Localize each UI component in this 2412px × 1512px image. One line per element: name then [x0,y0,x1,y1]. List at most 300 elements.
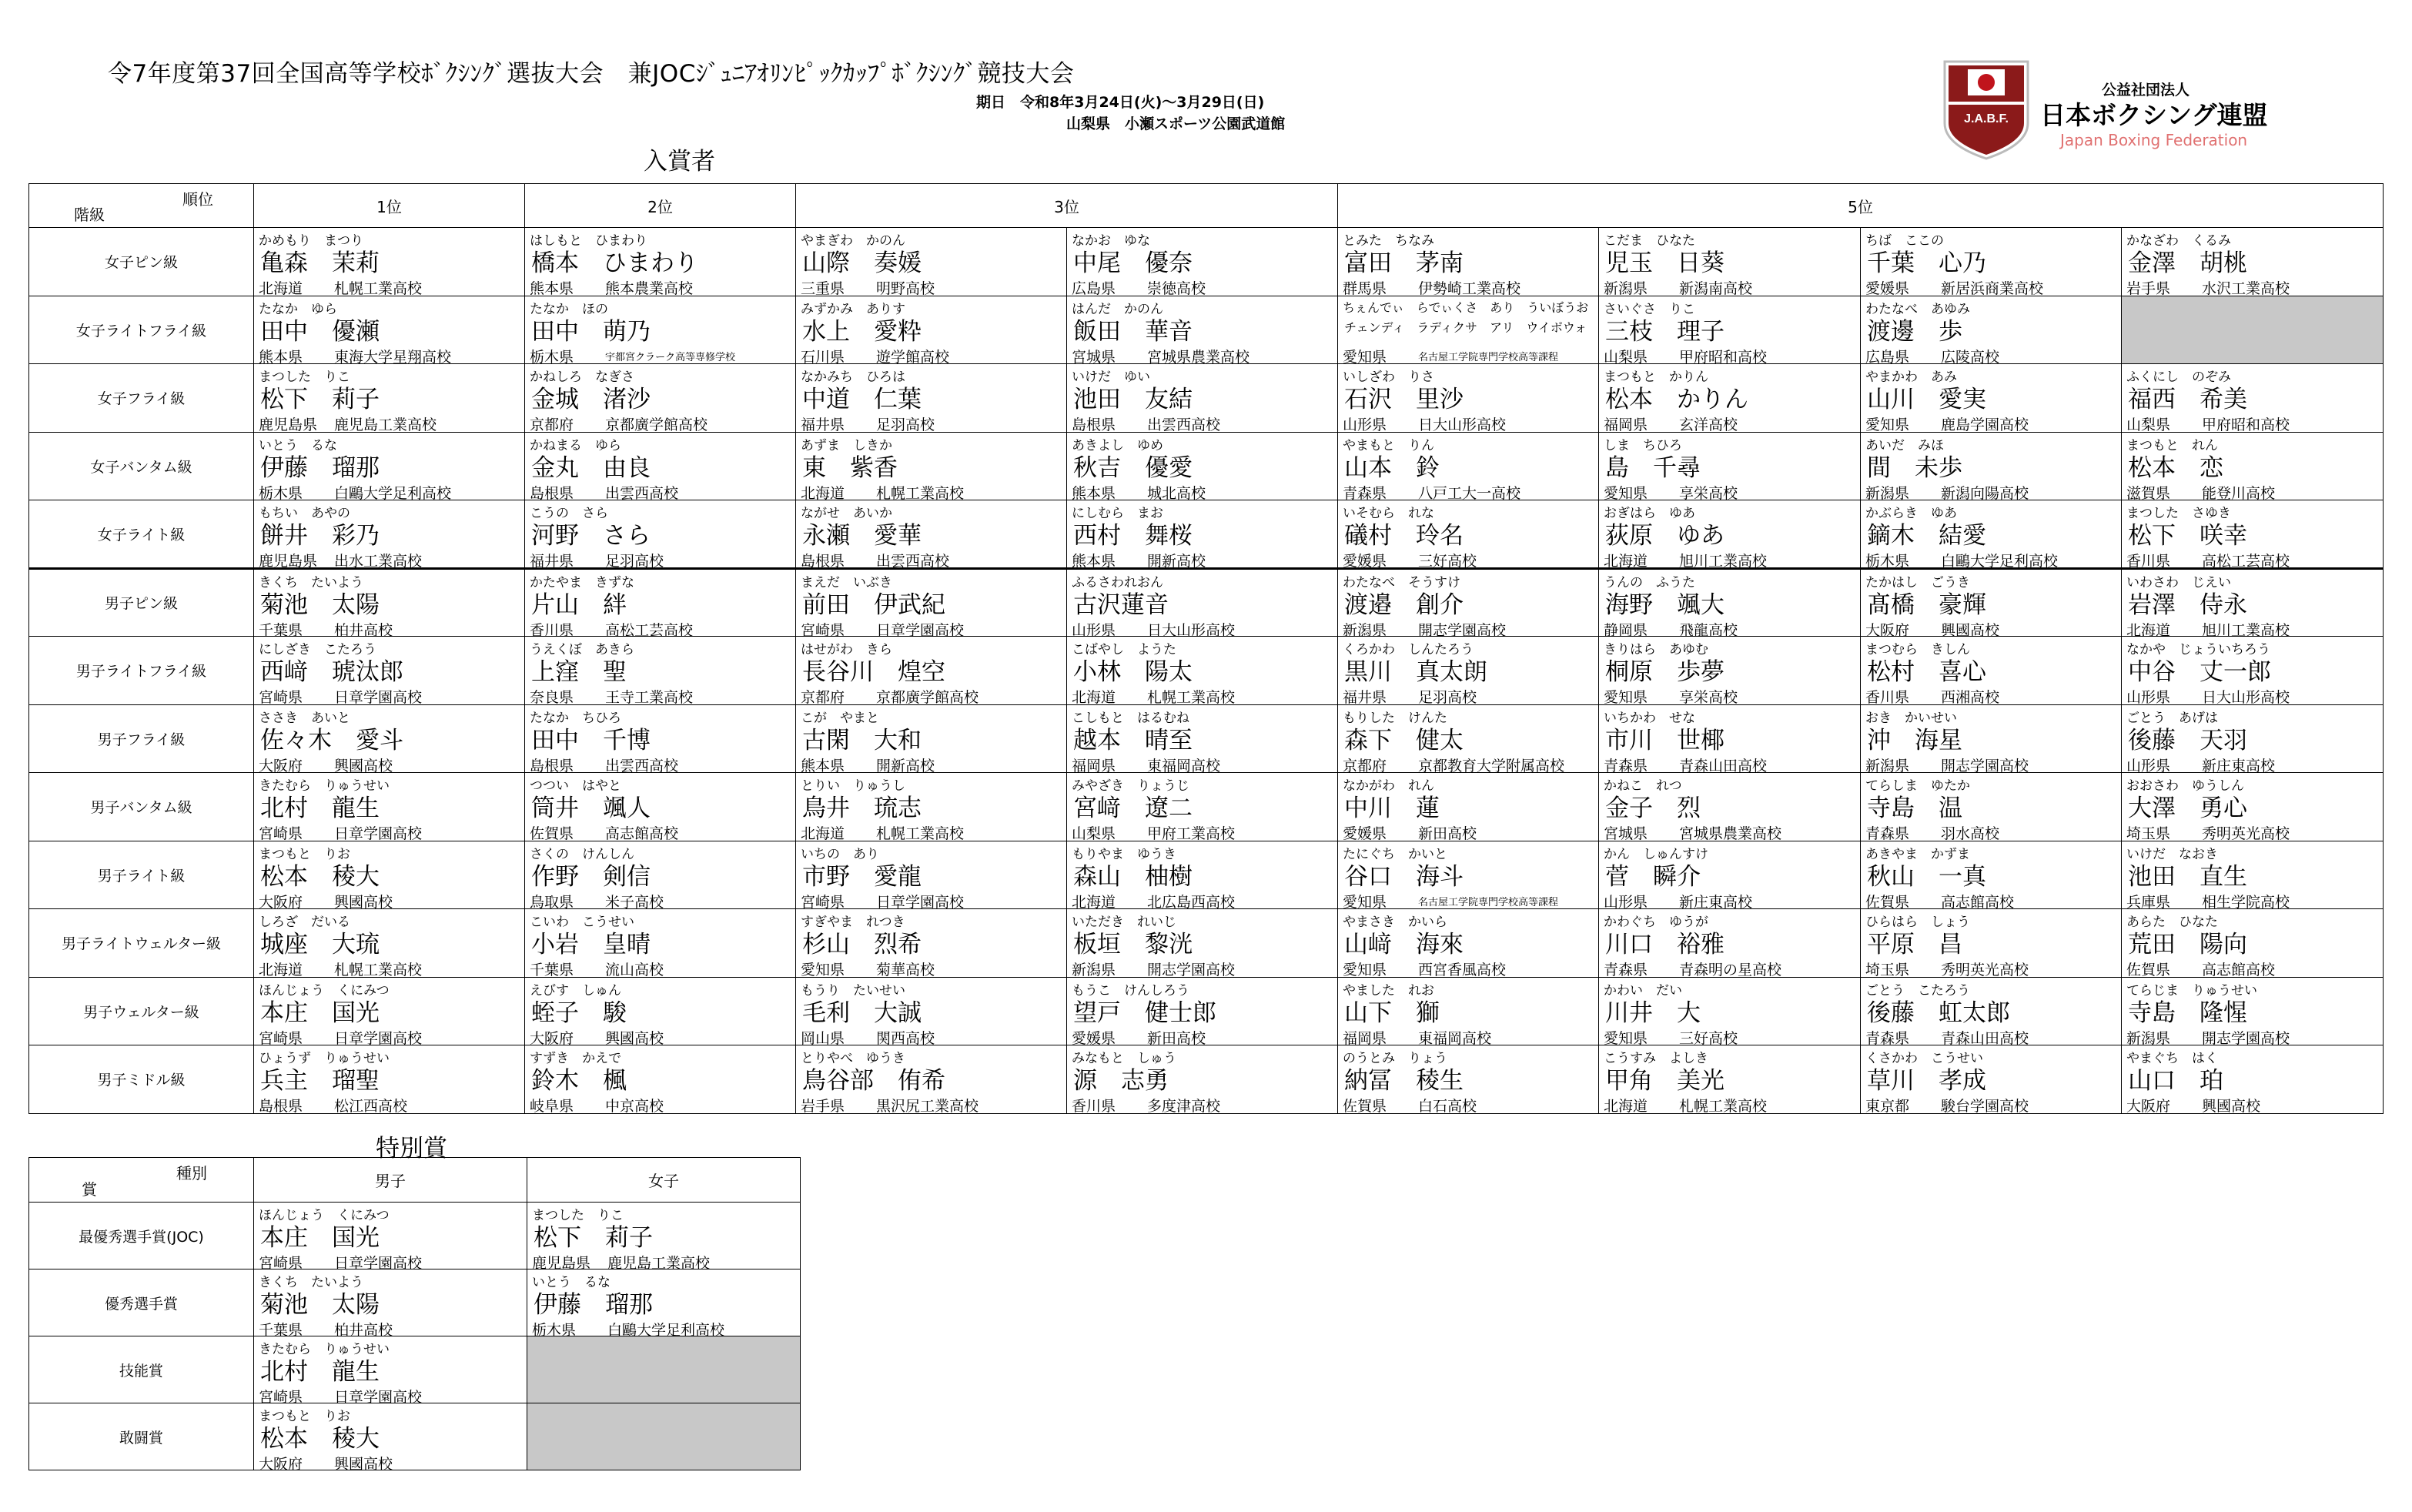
athlete-school: 城北高校 [1147,484,1206,502]
athlete-name-kana: ほんじょう くにみつ [259,1208,390,1223]
athlete-school: 東福岡高校 [1418,1029,1492,1047]
athlete-entry [254,433,524,500]
athlete-school: 足羽高校 [1418,689,1477,706]
athlete-school: 西湘高校 [1941,689,2000,706]
athlete-name: 西村 舞桜 [1073,522,1193,550]
athlete-school: 興國高校 [334,757,393,774]
athlete-name-kana: わたなべ そうすけ [1343,574,1461,590]
athlete-prefecture: 愛媛県 [1343,553,1387,570]
athlete-school: 高松工芸高校 [605,621,694,639]
athlete-name: 毛利 大誠 [802,999,922,1027]
rank-cell [1067,364,1338,433]
athlete-prefecture: 福井県 [1343,689,1387,706]
athlete-name: チェンディ ラディクサ アリ ウイボウォ [1344,319,1587,335]
athlete-school: 新庄東高校 [2202,757,2276,774]
rank-cell [1067,704,1338,773]
division-label: 女子ライト級 [97,526,186,544]
rank-cell [1861,432,2122,500]
rank-cell [1861,637,2122,705]
rank-cell [1338,637,1599,705]
athlete-prefecture: 北海道 [801,484,845,502]
athlete-name: 秋吉 優愛 [1073,453,1193,482]
athlete-name: 金丸 由良 [531,453,651,482]
athlete-prefecture: 北海道 [2126,621,2171,639]
athlete-school: 興國高校 [605,1029,664,1047]
athlete-name-kana: さくの けんしん [530,846,634,862]
athlete-name: 間 未歩 [1867,453,1963,482]
athlete-name: 越本 晴至 [1073,726,1193,754]
rank-cell [1599,773,1861,841]
athlete-school: 開志学園高校 [1941,757,2029,774]
athlete-name-kana: すずき かえで [530,1051,622,1066]
athlete-prefecture: 大阪府 [259,1456,303,1473]
athlete-prefecture: 佐賀県 [530,825,574,842]
athlete-name: 松本 かりん [1605,386,1749,413]
athlete-school: 青森山田高校 [1941,1029,2029,1047]
athlete-entry [525,228,795,296]
athlete-prefecture: 福井県 [530,553,574,570]
athlete-name-kana: ごとう こたろう [1865,982,1971,999]
athlete-prefecture: 大阪府 [530,1029,574,1047]
rank-cell [254,909,525,978]
athlete-entry [1067,637,1337,704]
athlete-entry [1599,364,1860,432]
athlete-name-kana: やました れお [1343,982,1435,999]
athlete-prefecture: 島根県 [530,484,574,502]
athlete-school: 足羽高校 [876,416,935,433]
athlete-entry [254,637,524,704]
athlete-name: 菅 瞬介 [1605,862,1701,891]
rank-cell [254,228,525,296]
athlete-entry [254,978,524,1045]
athlete-school: 日大山形高校 [1418,416,1507,433]
athlete-name-kana: こいわ こうせい [530,915,634,930]
athlete-name-kana: まつもと れん [2126,437,2219,453]
athlete-school: 鹿島学園高校 [1941,416,2029,433]
athlete-entry [525,570,795,637]
athlete-prefecture: 愛知県 [1343,348,1387,366]
athlete-name: 沖 海星 [1867,726,1963,754]
athlete-entry [525,364,795,432]
rank-cell [1338,841,1599,909]
athlete-name-kana: たなか ちひろ [530,710,621,726]
athlete-name: 兵主 瑠聖 [260,1067,380,1095]
athlete-school: 高志館高校 [2202,962,2276,978]
rank-cell [796,841,1067,909]
athlete-entry [1861,773,2121,841]
athlete-name: 河野 さら [531,522,651,550]
athlete-name: 海野 颯大 [1605,590,1725,619]
winners-table [28,183,2384,1114]
athlete-school: 青森明の星高校 [1679,962,1782,978]
rank-cell [254,637,525,705]
athlete-school: 中京高校 [605,1098,664,1115]
athlete-prefecture: 埼玉県 [2126,825,2171,842]
athlete-entry [1067,433,1337,500]
athlete-school: 札幌工業高校 [334,280,423,297]
athlete-prefecture: 静岡県 [1604,621,1648,639]
athlete-name-kana: のうとみ りょう [1343,1051,1448,1066]
athlete-name: 亀森 茉莉 [260,249,380,277]
athlete-name: 山際 奏媛 [802,249,922,277]
athlete-prefecture: 佐賀県 [2126,962,2171,978]
athlete-name-kana: かわぐち ゆうが [1604,915,1709,930]
athlete-entry [1861,500,2121,570]
athlete-school: 宮城県農業高校 [1147,348,1250,366]
athlete-prefecture: 山梨県 [1072,825,1116,842]
athlete-prefecture: 新潟県 [1604,280,1648,297]
athlete-prefecture: 北海道 [1072,689,1116,706]
athlete-name-kana: おき かいせい [1865,710,1958,726]
athlete-school: 東福岡高校 [1147,757,1221,774]
athlete-school: 開新高校 [876,757,935,774]
athlete-school: 高志館高校 [605,825,679,842]
division-name [29,228,254,296]
athlete-name-kana: かめもり まつり [259,233,363,249]
athlete-entry [2122,705,2383,773]
athlete-entry [1067,841,1337,909]
athlete-prefecture: 大阪府 [259,893,303,911]
athlete-prefecture: 熊本県 [1072,484,1116,502]
division-label: 男子フライ級 [97,731,186,748]
athlete-school: 駿台学園高校 [1941,1098,2029,1115]
athlete-name-kana: ごとう あげは [2126,710,2219,726]
athlete-name-kana: ひらはら しょう [1865,915,1971,930]
athlete-prefecture: 新潟県 [1865,484,1910,502]
rank-cell [2122,500,2384,569]
athlete-prefecture: 奈良県 [530,689,574,706]
athlete-prefecture: 山形県 [1343,416,1387,433]
athlete-school: 名古屋工学院専門学校高等課程 [1418,351,1559,363]
athlete-entry [1599,1045,1860,1113]
special-award-row [29,1336,801,1403]
athlete-name: 城座 大琉 [260,931,380,958]
athlete-prefecture: 大阪府 [259,757,303,774]
rank-cell [2122,909,2384,978]
athlete-prefecture: 東京都 [1865,1098,1910,1115]
athlete-name-kana: もりした けんた [1343,710,1448,726]
athlete-name: 杉山 烈希 [802,931,922,958]
athlete-name-kana: もちい あやの [259,506,350,521]
athlete-name-kana: わたなべ あゆみ [1865,301,1971,317]
athlete-name: 寺島 隆惺 [2128,999,2248,1027]
athlete-name: 礒村 玲名 [1344,522,1464,550]
athlete-entry [1338,841,1598,909]
rank-cell [2122,977,2384,1045]
athlete-entry [1067,228,1337,296]
athlete-name: 鳥谷部 侑希 [802,1067,945,1095]
athlete-school: 新田高校 [1147,1029,1206,1047]
rank-cell [1067,977,1338,1045]
athlete-prefecture: 青森県 [1865,825,1910,842]
athlete-school: 秀明英光高校 [2202,825,2290,842]
athlete-name-kana: ほんじょう くにみつ [259,982,390,999]
rank-cell [1599,568,1861,637]
athlete-prefecture: 愛知県 [1343,962,1387,978]
athlete-name-kana: もうり たいせい [801,982,905,999]
rank-cell [1067,500,1338,569]
athlete-entry [2122,909,2383,977]
athlete-entry [1861,296,2121,364]
rank-cell [1599,841,1861,909]
athlete-name-kana: うんの ふうた [1604,574,1696,590]
athlete-school: 菊華高校 [876,962,935,978]
rank-cell [1861,773,2122,841]
athlete-name-kana: しろざ だいる [259,915,350,930]
athlete-prefecture: 栃木県 [532,1322,577,1339]
athlete-entry [1861,637,2121,704]
athlete-name: 森山 柚樹 [1073,862,1193,891]
athlete-name: 飯田 華音 [1073,317,1193,346]
athlete-entry [1861,433,2121,500]
athlete-name-kana: かぶらき ゆあ [1865,506,1958,521]
athlete-prefecture: 愛媛県 [1865,280,1910,297]
rank-cell [1861,500,2122,569]
athlete-prefecture: 北海道 [1604,1098,1648,1115]
athlete-entry [1067,909,1337,977]
athlete-prefecture: 山形県 [2126,689,2171,706]
rank-cell [254,500,525,569]
athlete-entry [1067,500,1337,570]
athlete-name: 岩澤 侍永 [2128,590,2248,619]
athlete-name: 本庄 国光 [260,999,380,1027]
athlete-name-kana: かわい だい [1604,982,1683,999]
female-winner-cell [527,1203,801,1272]
division-row [29,637,2384,705]
athlete-name: 小岩 皇晴 [531,931,651,958]
athlete-school: 明野高校 [876,280,935,297]
athlete-prefecture: 青森県 [1604,962,1648,978]
athlete-school: 日章学園高校 [334,689,423,706]
athlete-school: 日章学園高校 [876,621,965,639]
athlete-name: 甲角 美光 [1605,1067,1725,1095]
athlete-name-kana: みなもと しゅう [1072,1051,1176,1066]
athlete-name: 谷口 海斗 [1344,862,1464,891]
rank-cell [1338,364,1599,433]
athlete-prefecture: 宮崎県 [801,893,845,911]
athlete-entry [796,500,1066,570]
athlete-school: 柏井高校 [334,1322,393,1339]
athlete-name: 本庄 国光 [260,1224,380,1252]
rank-cell [2122,364,2384,433]
athlete-school: 柏井高校 [334,621,393,639]
athlete-prefecture: 熊本県 [1072,553,1116,570]
athlete-entry [1338,570,1598,637]
athlete-name: 川口 裕雅 [1605,931,1725,958]
athlete-entry [1861,909,2121,977]
female-column-header: 女子 [527,1158,801,1203]
athlete-school: 米子高校 [605,893,664,911]
division-header-label: 階級 [74,206,105,224]
athlete-entry [525,909,795,977]
athlete-school: 鹿児島工業高校 [334,416,437,433]
athlete-name: 市野 愛龍 [802,862,922,891]
division-row [29,296,2384,364]
rank-cell [1599,296,1861,364]
special-awards-table [28,1157,801,1473]
athlete-name-kana: ひょうず りゅうせい [259,1051,390,1066]
athlete-entry [525,773,795,841]
rank-cell [525,568,796,637]
athlete-prefecture: 島根県 [259,1098,303,1115]
athlete-name: 小林 陽太 [1073,658,1193,686]
athlete-prefecture: 青森県 [1865,1029,1910,1047]
athlete-name-kana: ちぇんでぃ らでぃくさ あり ういぼうお [1343,299,1589,315]
athlete-name: 山本 鈴 [1344,453,1440,482]
rank-cell [254,773,525,841]
athlete-prefecture: 栃木県 [259,484,303,502]
athlete-name: 筒井 颯人 [531,794,651,822]
athlete-name-kana: まつもと りお [259,1409,350,1424]
athlete-name-kana: なかみち ひろは [801,370,905,385]
empty-cell [527,1336,801,1403]
athlete-school: 飛龍高校 [1679,621,1738,639]
athlete-name-kana: いとう るな [259,437,337,453]
athlete-school: 王寺工業高校 [605,689,694,706]
athlete-entry [1338,978,1598,1045]
athlete-entry [1861,228,2121,296]
female-winner-cell [527,1269,801,1339]
athlete-name-kana: いけだ なおき [2126,846,2219,862]
athlete-name-kana: てらしま ゆたか [1865,778,1971,794]
rank-cell [1338,977,1599,1045]
athlete-name-kana: かねこ れつ [1604,778,1682,794]
rank-cell [2122,432,2384,500]
rank-cell [1861,228,2122,296]
athlete-name-kana: なかがわ れん [1343,778,1435,794]
athlete-name: 山﨑 海來 [1344,931,1464,958]
rank-cell [796,909,1067,978]
athlete-name-kana: もうこ けんしろう [1072,982,1189,999]
athlete-entry [1338,1045,1598,1113]
award-name: 最優秀選手賞(JOC) [29,1203,254,1269]
athlete-entry [796,773,1066,841]
athlete-name: 松本 恋 [2128,453,2224,482]
athlete-name-kana: いしざわ りさ [1343,370,1435,385]
athlete-prefecture: 愛知県 [1604,1029,1648,1047]
athlete-entry [254,1269,527,1339]
athlete-name: 金子 烈 [1605,794,1701,822]
athlete-prefecture: 愛媛県 [1343,825,1387,842]
athlete-school: 高松工芸高校 [2202,553,2290,570]
rank-header-label: 順位 [182,190,213,209]
male-winner-cell [254,1403,527,1473]
athlete-prefecture: 京都府 [1343,757,1387,774]
athlete-school: 旭川工業高校 [1679,553,1768,570]
athlete-school: 新潟南高校 [1679,280,1753,297]
athlete-school: 能登川高校 [2202,484,2276,502]
athlete-name: 渡邉 創介 [1344,590,1464,619]
athlete-name: 中川 蓮 [1344,794,1440,822]
athlete-prefecture: 熊本県 [801,757,845,774]
federation-logo [1942,59,2296,166]
rank-cell [1861,977,2122,1045]
athlete-name: 平原 昌 [1867,931,1963,958]
rank-cell [796,568,1067,637]
athlete-entry [1861,705,2121,773]
division-name [29,1045,254,1114]
rank-cell [525,228,796,296]
athlete-entry [2122,228,2383,296]
athlete-name: 鏑木 結愛 [1867,522,1987,550]
athlete-entry [1599,296,1860,364]
athlete-school: 日章学園高校 [876,893,965,911]
athlete-name-kana: かねしろ なぎさ [530,370,634,385]
athlete-name-kana: いわさわ じえい [2126,574,2232,590]
athlete-name: 片山 絆 [531,590,627,619]
athlete-prefecture: 香川県 [1865,689,1910,706]
athlete-school: 興國高校 [334,1456,393,1473]
athlete-name-kana: あいだ みほ [1865,437,1945,453]
rank-cell [1599,500,1861,569]
division-label: 男子ライトフライ級 [75,663,207,681]
athlete-school: 享栄高校 [1679,484,1738,502]
rank-cell [525,432,796,500]
athlete-entry [1861,364,2121,432]
athlete-name: 鈴木 楓 [531,1067,627,1095]
athlete-school: 伊勢崎工業高校 [1418,280,1521,297]
athlete-name-kana: かねまる ゆら [530,437,621,453]
athlete-prefecture: 福岡県 [1072,757,1116,774]
athlete-entry [1338,296,1598,364]
athlete-prefecture: 島根県 [530,757,574,774]
award-header-label: 賞 [82,1180,97,1199]
award-name: 技能賞 [29,1336,254,1403]
athlete-school: 北広島西高校 [1147,893,1236,911]
division-row [29,841,2384,909]
athlete-school: 多度津高校 [1147,1098,1221,1115]
division-name [29,364,254,433]
athlete-name: 中道 仁葉 [802,386,922,413]
athlete-entry [525,1045,795,1113]
rank-header: 3位 [796,184,1338,228]
athlete-name-kana: くろかわ しんたろう [1343,642,1474,657]
athlete-prefecture: 佐賀県 [1865,893,1910,911]
award-name: 優秀選手賞 [29,1269,254,1336]
rank-cell [796,704,1067,773]
athlete-name-kana: まつむら きしん [1865,642,1971,657]
athlete-name-kana: まつした さゆき [2126,506,2232,521]
athlete-school: 出水工業高校 [334,553,423,570]
rank-cell [525,1045,796,1114]
athlete-school: 日章学園高校 [334,825,423,842]
athlete-name: 板垣 黎洸 [1073,931,1193,958]
athlete-entry [254,1403,527,1473]
athlete-name-kana: まつした りこ [259,370,350,385]
division-row [29,1045,2384,1114]
athlete-school: 札幌工業高校 [876,484,965,502]
rank-cell [525,841,796,909]
athlete-prefecture: 大阪府 [2126,1098,2171,1115]
rank-cell [1599,704,1861,773]
athlete-school: 名古屋工学院専門学校高等課程 [1418,896,1559,908]
athlete-school: 八戸工大一高校 [1418,484,1521,502]
athlete-school: 札幌工業高校 [876,825,965,842]
athlete-school: 開志学園高校 [2202,1029,2290,1047]
athlete-prefecture: 宮崎県 [259,825,303,842]
athlete-name: 森下 健太 [1344,726,1464,754]
athlete-entry [254,841,524,909]
athlete-name: 北村 龍生 [260,1358,380,1386]
athlete-entry [1338,364,1598,432]
athlete-entry [1338,773,1598,841]
athlete-school: 白鷗大学足利高校 [607,1322,725,1339]
athlete-school: 日章学園高校 [334,1255,423,1272]
athlete-school: 札幌工業高校 [1679,1098,1768,1115]
athlete-prefecture: 宮崎県 [801,621,845,639]
male-winner-cell [254,1336,527,1406]
athlete-prefecture: 福井県 [801,416,845,433]
